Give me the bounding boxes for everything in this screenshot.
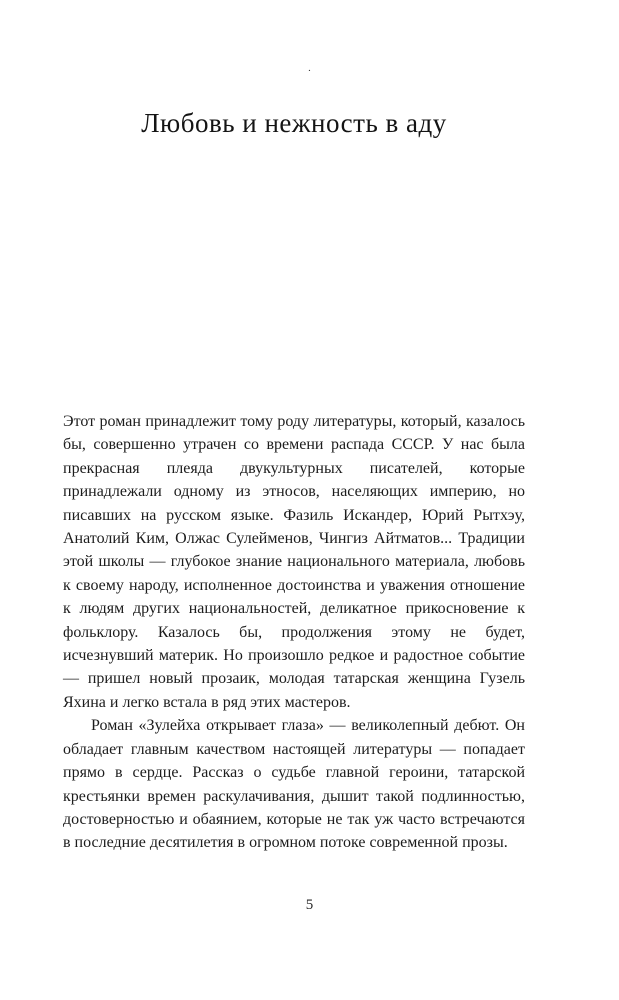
paragraph: Этот роман принадлежит тому роду литературы, который, казалось бы, совершенно утрачен со времени распада СССР. У нас была прекрасная плеяда двукультурных писателей, которые принадлежали одному из этносов, населяющих империю, но писавших на русском языке. Фазиль Искандер, Юрий Рытхэу, Анатолий Ким, Олжас Сулейменов, Чингиз Айтматов... Традиции этой школы — глубокое знание национального материала, любовь к своему народу, исполненное достоинства и уважения отношение к людям других национальностей, деликатное прикосновение к фольклору. Казалось бы, продолжения этому не будет, исчезнувший материк. Но произошло редкое и радостное событие — пришел новый прозаик, молодая татарская женщина Гузель Яхина и легко встала в ряд этих мастеров. <box>63 413 525 711</box>
chapter-title: Любовь и нежность в аду <box>141 108 447 138</box>
page-number: 5 <box>305 897 314 913</box>
ornament-dot: · <box>307 65 312 77</box>
body-text <box>63 410 525 855</box>
paragraph: Роман «Зулейха открывает глаза» — великолепный дебют. Он обладает главным качеством настоящей литературы — попадает прямо в сердце. Рассказ о судьбе главной героини, татарской крестьянки времен раскулачивания, дышит такой подлинностью, достоверностью и обаянием, которые не так уж часто встречаются в последние десятилетия в огромном потоке современной прозы. <box>63 717 525 852</box>
